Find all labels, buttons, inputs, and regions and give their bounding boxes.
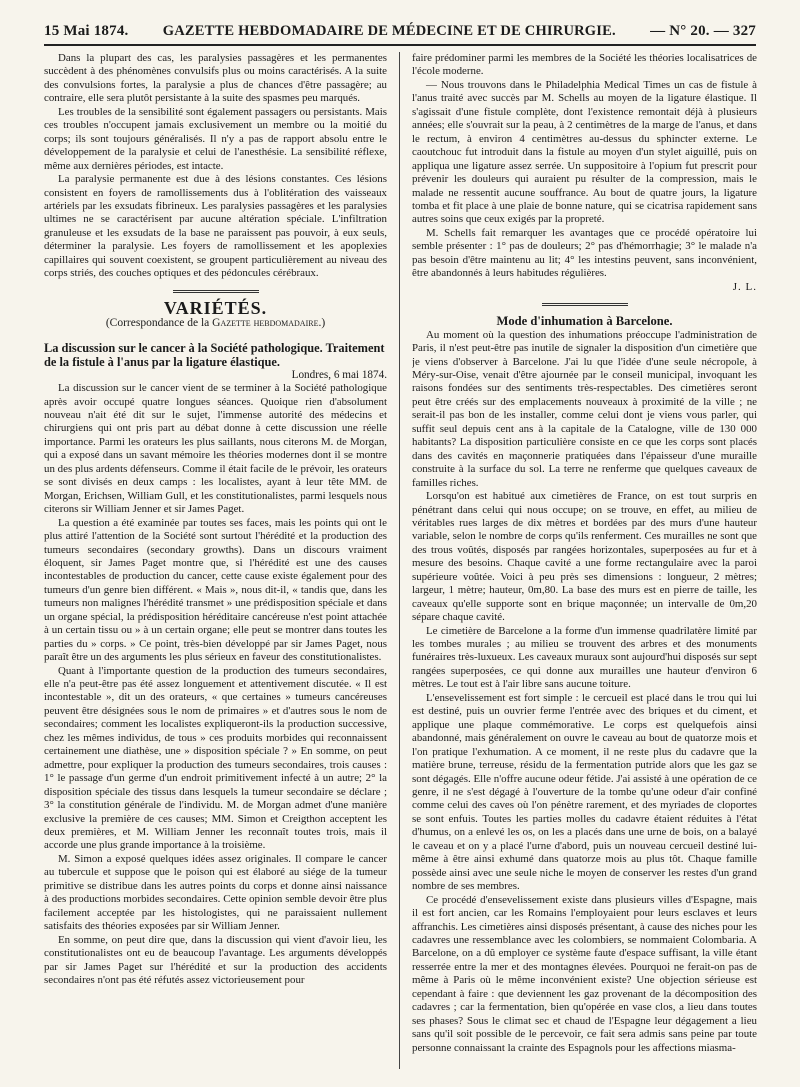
section-divider xyxy=(173,290,259,294)
paragraph: Dans la plupart des cas, les paralysies passagères et les permanentes succèdent à des phénomènes convulsifs plus ou moins caractérisés. A la suite des convulsions fortes, la paralysie a plus de chances d'être passagère; au contraire, elle sera plutôt persistante à la suite des spasmes peu marqués. xyxy=(44,52,387,105)
paragraph: Quant à l'importante question de la production des tumeurs secondaires, elle n'a peut-être pas été assez longuement et attentivement discutée. « Il est incontestable », dit un des orateurs, « que certaines » tumeurs cancéreuses peuvent être désignées sous le nom de primaires » et d'autres sous le nom de secondaires; comment les localistes expliqueront-ils la production successive, chez les mêmes individus, de tous » ces produits morbides qui reconnaissent certainement une diathèse, une » disposition spéciale ? » En somme, on peut admettre, pour expliquer la production des tumeurs secondaires, trois causes : 1° le passage d'un germe d'un endroit primitivement infecté à un autre; 2° la disposition spéciale des tissus dans lesquels la tumeur secondaire se déclare ; 3° la constitution générale de l'individu. M. de Morgan admet d'une manière exclusive la première de ces causes; MM. Simon et Creigthon acceptent les deux premières, et M. William Jenner les reconnaît toutes trois, mais il accorde une plus grande importance à la troisième. xyxy=(44,664,387,852)
right-column xyxy=(412,52,757,1073)
paragraph: La discussion sur le cancer vient de se terminer à la Société pathologique après avoir occupé quatre longues séances. Quoique rien d'absolument nouveau n'ait été dit sur le sujet, l'immense autorité des médecins et chirurgiens qui ont pris part au débat donne à cette discussion une réelle importance. Parmi les orateurs les plus saillants, nous citerons M. de Morgan, qui a exposé dans un savant mémoire les théories modernes dont il se montre un des plus ardents défenseurs. Comme il était facile de le prévoir, les orateurs se sont divisés en deux camps : les localistes, ayant à leur tête MM. de Morgan, Erichsen, William Gull, et les constitutionalistes, parmi lesquels nous citerons sir William Jenner et sir James Paget. xyxy=(44,382,387,516)
section-subtitle-suffix: ) xyxy=(321,317,326,330)
paragraph: La paralysie permanente est due à des lésions constantes. Ces lésions consistent en foyers de ramollissements dus à l'oblitération des vaisseaux artériels par les exsudats fibrineux. Les paralysies passagères et les paralysies ultimes ne se caractérisent par aucune altération spéciale. L'infiltration granuleuse et les exsudats de la base ne paraissent pas pouvoir, à eux seuls, déterminer la paralysie. Les foyers de ramollissement et les apoplexies capillaires qui souvent coexistent, se groupent particulièrement au niveau des corps striés, des couches optiques et des pédoncules cérébraux. xyxy=(44,173,387,280)
paragraph: Au moment où la question des inhumations préoccupe l'administration de Paris, il n'est peut-être pas inutile de signaler la disposition d'un cimetière que je viens d'observer à Barcelone. J'ai lu que l'idée d'une seule nécropole, à Méry-sur-Oise, venait d'être ajournée par le conseil municipal, invoquant les raisons fondées sur des sentiments très-respectables. Des cimetières seront peut être créés sur des emplacements nouveaux à proximité de la ville ; ne serait-il pas bon de les installer, comme celui dont je viens vous parler, qui suffit seul depuis cent ans à la capitale de la Catalogne, ville de 130 000 habitants? La disposition particulière consiste en ce que les corps sont placés dans des cavités en maçonnerie pratiquées dans l'épaisseur d'une muraille construite à la surface du sol. La terre ne renferme que quelques caveaux de familles riches. xyxy=(412,328,757,489)
header-page-number: 327 xyxy=(732,23,756,39)
article-title: Mode d'inhumation à Barcelone. xyxy=(496,314,673,329)
section-subtitle-prefix: (Correspondance de la xyxy=(105,317,213,330)
paragraph: La question a été examinée par toutes ses faces, mais les points qui ont le plus attiré l'attention de la Société sont surtout l'hérédité et la production des tumeurs secondaires (secondary growths). Dans un discours vraiment éloquent, sir James Paget montre que, si l'hérédité est une des causes incontestables de production du cancer, cette cause existe également pour des tumeurs d'un genre bien différent. « Mais », nous dit-il, « tandis que, dans les tumeurs non malignes l'hérédité transmet » une prédisposition spéciale et dans un organe spécial, la prédisposition héréditaire cancéreuse n'est point attachée à un certain tissu ou » à un certain organe; elle peut se montrer dans toutes les parties du » corps. » Ce point, très-bien développé par sir James Paget, nous paraît être un des arguments les plus sérieux en faveur des constitutionalistes. xyxy=(44,516,387,664)
paragraph: — Nous trouvons dans le Philadelphia Medical Times un cas de fistule à l'anus traité avec succès par M. Schells au moyen de la ligature élastique. Il s'agissait d'une fistule complète, dont l'existence remontait déjà à plusieurs années; elle s'ouvrait sur la peau, à 2 centimètres de la marge de l'anus, et dans le rectum, à environ 4 centimètres au-dessus du sphincter externe. Le caoutchouc fut introduit dans la fistule au moyen d'un stylet aiguillé, puis on appliqua une ligature assez serrée. Un suppositoire à l'opium fut prescrit pour prévenir les douleurs qui auraient pu résulter de la compression, mais le malade ne ressentit aucune souffrance. Au bout de quatre jours, la ligature tomba et fit place à une plaie de bonne nature, qui se cicatrisa rapidement sans autres soins que ceux exigés par la propreté. xyxy=(412,78,757,226)
header-title: GAZETTE HEBDOMADAIRE DE MÉDECINE ET DE CHIRURGIE. xyxy=(162,23,616,39)
column-divider xyxy=(399,52,400,1069)
section-subtitle xyxy=(44,317,387,330)
header-issue: — N° 20. — xyxy=(650,23,729,39)
paragraph: faire prédominer parmi les membres de la Société les théories localisatrices de l'école moderne. xyxy=(412,52,757,78)
paragraph: L'ensevelissement est fort simple : le cercueil est placé dans le trou qui lui est destiné, puis un ouvrier ferme l'entrée avec des briques et du ciment, et applique une plaque commémorative. Le corps est quelquefois ainsi abandonné, mais généralement on ouvre le caveau au bout de quatorze mois et l'on pratique l'exhumation. A ce moment, il ne reste plus du cadavre que la matière brune, terreuse, résidu de la fermentation putride alors que les gaz se sont dégagés. Elle n'offre aucune odeur fétide. J'ai assisté à une opération de ce genre, il ne s'est dégagé à l'ouverture de la tombe qu'une odeur d'air confiné comme celui des caves où l'on pénètre rarement, et des myriades de cloportes se sont enfuis. Toutes les parties molles du cadavre étaient réduites à l'état d'humus, on a enlevé les os, on les a placés dans une urne de bois, on a balayé le caveau et on y a placé l'urne d'abord, puis un nouveau cercueil destiné lui-même à être ainsi exhumé dans quatorze mois au plus tôt. Chaque famille possède ainsi avec une seule niche le moyen de conserver les restes d'un grand nombre de ses membres. xyxy=(412,691,757,893)
author-signoff: J. L. xyxy=(732,280,757,293)
paragraph: Ce procédé d'ensevelissement existe dans plusieurs villes d'Espagne, mais il est fort ancien, car les Romains l'employaient pour leurs esclaves et leurs affranchis. Les cimetières ainsi disposés présentant, à cause des niches pour les cadavres une ressemblance avec les colombiers, se nommaient Colombaria. A Barcelone, on a dû employer ce système faute d'espace suffisant, la ville étant resserrée entre la mer et des montagnes élevées. Pourquoi ne ferait-on pas de même à Paris où le même inconvénient existe? Une objection sérieuse est cependant à faire : que deviennent les gaz provenant de la décomposition des cadavres ; car la fermentation, bien qu'opérée en vase clos, a lieu dans toutes ses phases? Sous le climat sec et chaud de l'Espagne leur dégagement a lieu sans qu'il soit possible de le percevoir, ce fait sera admis sans peine par toute personne connaissant la crainte des Espagnols pour les affections miasma- xyxy=(412,893,757,1054)
header-issue-page xyxy=(650,23,756,40)
paragraph: Le cimetière de Barcelone a la forme d'un immense quadrilatère limité par les tombes murales ; au milieu se trouvent des arbres et des monuments funéraires très-luxueux. Les caveaux muraux sont aujourd'hui disposés sur sept rangées superposées, ce qui donne aux murailles une hauteur d'environ 6 mètres. Le tout est à l'air libre sans aucune toiture. xyxy=(412,624,757,691)
header-rule xyxy=(44,44,756,46)
section-subtitle-journal: Gazette hebdomadaire. xyxy=(212,317,322,330)
left-column xyxy=(44,52,387,1073)
paragraph: Les troubles de la sensibilité sont également passagers ou persistants. Mais ces troubles n'occupent jamais exclusivement un membre ou la moitié du corps; ils sont toujours généralisés. Il n'y a pas de rapport absolu entre le développement de la paralysie et celui de l'anesthésie. La sensibilité réflexe, même aux dernières périodes, est intacte. xyxy=(44,105,387,172)
running-header xyxy=(44,14,756,40)
section-title: VARIÉTÉS. xyxy=(163,297,268,318)
paragraph: M. Simon a exposé quelques idées assez originales. Il compare le cancer au tubercule et suppose que le poison qui est élaboré au siége de la tumeur primitive se distribue dans les autres points du corps et donne ainsi naissance à des productions morbides secondaires. Cette opinion semble devoir être plus facilement acceptée par les histologistes, qui ne paraissaient nullement satisfaits des théories exposées par sir William Jenner. xyxy=(44,852,387,933)
dateline: Londres, 6 mai 1874. xyxy=(291,368,387,381)
paragraph: En somme, on peut dire que, dans la discussion qui vient d'avoir lieu, les constitutionalistes ont eu de beaucoup l'avantage. Les arguments développés par sir James Paget sur l'hérédité et sur la production des accidents secondaires n'ont pas été réfutés assez victorieusement pour xyxy=(44,933,387,986)
paragraph: M. Schells fait remarquer les avantages que ce procédé opératoire lui semble présenter : 1° pas de douleurs; 2° pas d'hémorrhagie; 3° le malade n'a pas besoin d'être maintenu au lit; 4° les intestins peuvent, sans inconvénient, être abandonnés à leurs habitudes régulières. xyxy=(412,226,757,280)
paragraph: Lorsqu'on est habitué aux cimetières de France, on est tout surpris en pénétrant dans celui qui nous occupe; on se trouve, en effet, au milieu de véritables rues larges de dix mètres et bordées par des murs d'une hauteur variable, selon le nombre de corps qu'ils renferment. Ces murailles ne sont que des trous voûtés, disposés par rangées horizontales, superposées au fur et à mesure des besoins. Chaque cavité a une forme rectangulaire avec la paroi supérieure voûtée. Voici à peu près ses dimensions : longueur, 2 mètres; largeur, 1 mètre; hauteur, 0m,80. La base des murs est en pierre de taille, les caveaux qu'elle supporte sont en brique maçonnée; un intervalle de 0m,20 sépare chaque cavité. xyxy=(412,490,757,624)
article-headline: La discussion sur le cancer à la Société pathologique. Traitement de la fistule à l'anus par la ligature élastique. xyxy=(44,340,385,369)
article-divider xyxy=(542,303,628,307)
header-date: 15 Mai 1874. xyxy=(44,23,129,39)
